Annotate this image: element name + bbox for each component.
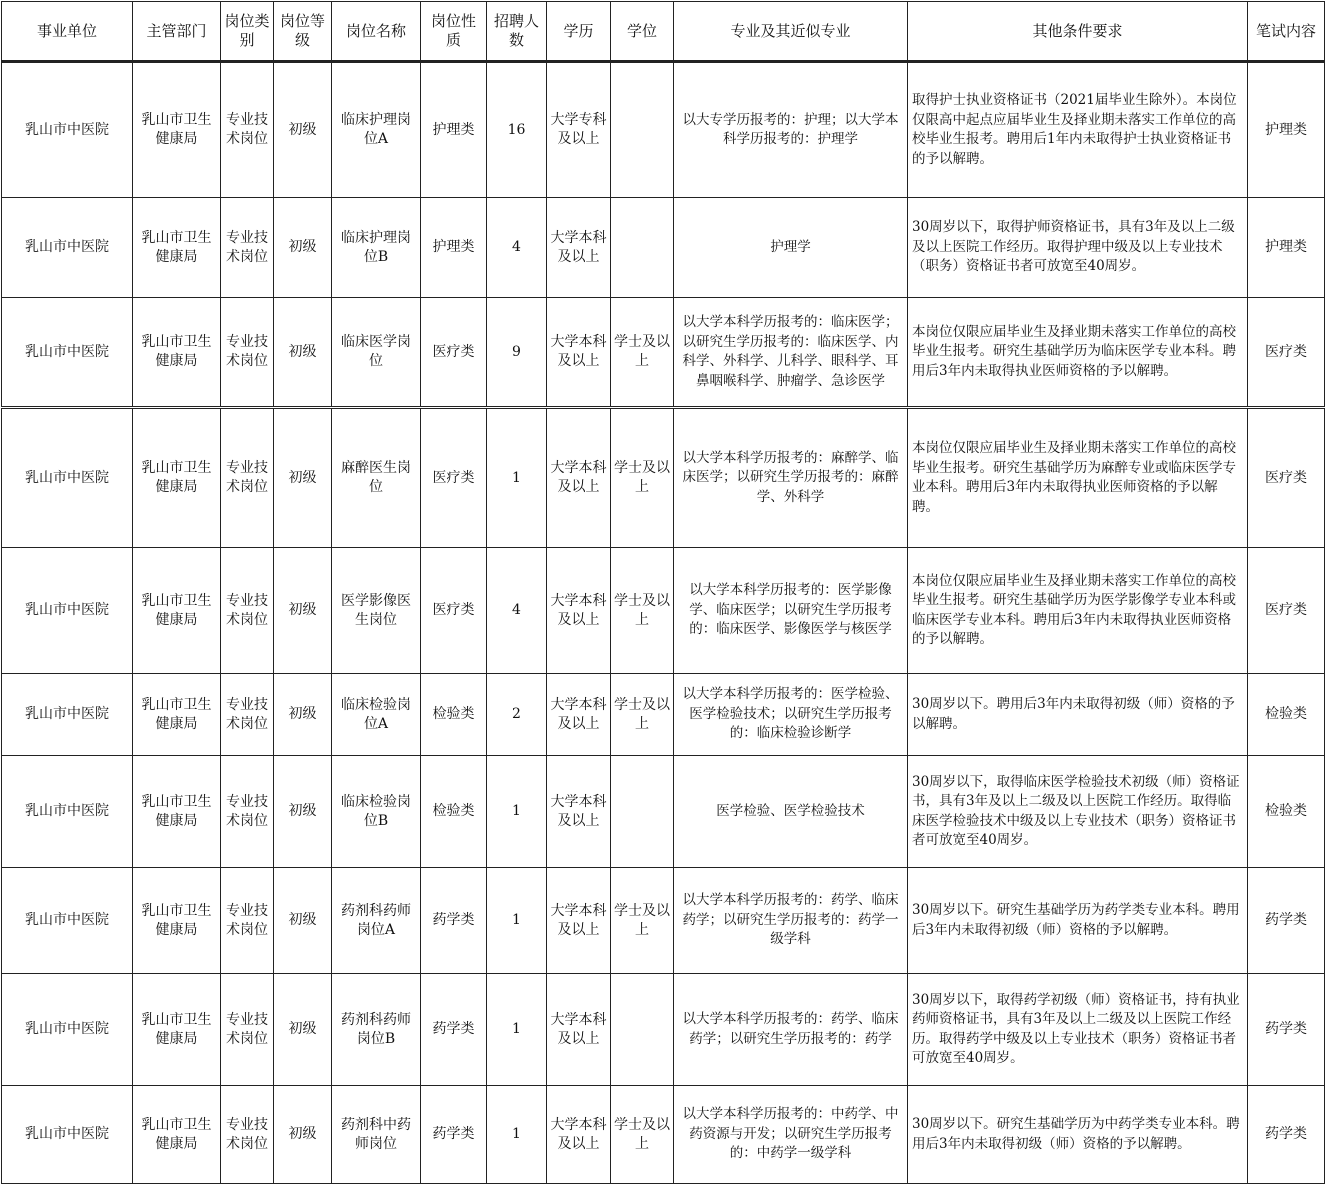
cell-count: 2 bbox=[487, 674, 547, 756]
header-dept: 主管部门 bbox=[133, 2, 221, 62]
table-row bbox=[2, 198, 1325, 298]
cell-unit: 乳山市中医院 bbox=[2, 974, 133, 1086]
header-unit: 事业单位 bbox=[2, 2, 133, 62]
cell-major: 以大学本科学历报考的：药学、临床药学；以研究生学历报考的：药学一级学科 bbox=[674, 868, 908, 974]
header-level: 岗位等级 bbox=[274, 2, 332, 62]
cell-category: 专业技术岗位 bbox=[221, 408, 274, 548]
header-nature: 岗位性质 bbox=[421, 2, 487, 62]
cell-position-name: 药剂科药师岗位A bbox=[332, 868, 421, 974]
cell-level: 初级 bbox=[274, 756, 332, 868]
cell-position-name: 临床医学岗位 bbox=[332, 298, 421, 408]
cell-major: 以大学本科学历报考的：中药学、中药资源与开发；以研究生学历报考的：中药学一级学科 bbox=[674, 1086, 908, 1184]
cell-degree: 学士及以上 bbox=[611, 1086, 674, 1184]
cell-exam: 药学类 bbox=[1248, 868, 1325, 974]
cell-count: 4 bbox=[487, 198, 547, 298]
cell-level: 初级 bbox=[274, 408, 332, 548]
cell-unit: 乳山市中医院 bbox=[2, 62, 133, 198]
cell-category: 专业技术岗位 bbox=[221, 62, 274, 198]
cell-education: 大学本科及以上 bbox=[547, 756, 611, 868]
cell-unit: 乳山市中医院 bbox=[2, 756, 133, 868]
cell-nature: 检验类 bbox=[421, 674, 487, 756]
cell-category: 专业技术岗位 bbox=[221, 868, 274, 974]
cell-nature: 护理类 bbox=[421, 62, 487, 198]
cell-education: 大学本科及以上 bbox=[547, 198, 611, 298]
cell-nature: 医疗类 bbox=[421, 548, 487, 674]
table-row bbox=[2, 548, 1325, 674]
cell-dept: 乳山市卫生健康局 bbox=[133, 408, 221, 548]
cell-conditions: 取得护士执业资格证书（2021届毕业生除外）。本岗位仅限高中起点应届毕业生及择业期未落实工作单位的高校毕业生报考。聘用后1年内未取得护士执业资格证书的予以解聘。 bbox=[908, 62, 1248, 198]
table-row bbox=[2, 674, 1325, 756]
cell-level: 初级 bbox=[274, 198, 332, 298]
table-row bbox=[2, 756, 1325, 868]
cell-education: 大学本科及以上 bbox=[547, 298, 611, 408]
cell-category: 专业技术岗位 bbox=[221, 1086, 274, 1184]
cell-exam: 医疗类 bbox=[1248, 408, 1325, 548]
cell-dept: 乳山市卫生健康局 bbox=[133, 868, 221, 974]
cell-education: 大学本科及以上 bbox=[547, 408, 611, 548]
cell-dept: 乳山市卫生健康局 bbox=[133, 198, 221, 298]
cell-dept: 乳山市卫生健康局 bbox=[133, 62, 221, 198]
table-row bbox=[2, 298, 1325, 408]
recruitment-table bbox=[1, 1, 1325, 1184]
cell-nature: 护理类 bbox=[421, 198, 487, 298]
cell-nature: 检验类 bbox=[421, 756, 487, 868]
cell-level: 初级 bbox=[274, 974, 332, 1086]
cell-exam: 药学类 bbox=[1248, 974, 1325, 1086]
table-row bbox=[2, 974, 1325, 1086]
cell-count: 9 bbox=[487, 298, 547, 408]
cell-dept: 乳山市卫生健康局 bbox=[133, 298, 221, 408]
cell-category: 专业技术岗位 bbox=[221, 298, 274, 408]
cell-category: 专业技术岗位 bbox=[221, 756, 274, 868]
cell-position-name: 临床检验岗位A bbox=[332, 674, 421, 756]
cell-level: 初级 bbox=[274, 674, 332, 756]
cell-count: 16 bbox=[487, 62, 547, 198]
cell-conditions: 30周岁以下。研究生基础学历为药学类专业本科。聘用后3年内未取得初级（师）资格的予以解聘。 bbox=[908, 868, 1248, 974]
cell-education: 大学专科及以上 bbox=[547, 62, 611, 198]
cell-exam: 药学类 bbox=[1248, 1086, 1325, 1184]
cell-dept: 乳山市卫生健康局 bbox=[133, 1086, 221, 1184]
cell-level: 初级 bbox=[274, 298, 332, 408]
cell-degree bbox=[611, 974, 674, 1086]
cell-nature: 药学类 bbox=[421, 868, 487, 974]
cell-nature: 药学类 bbox=[421, 1086, 487, 1184]
cell-education: 大学本科及以上 bbox=[547, 1086, 611, 1184]
cell-conditions: 30周岁以下，取得药学初级（师）资格证书，持有执业药师资格证书，具有3年及以上二级及以上医院工作经历。取得药学中级及以上专业技术（职务）资格证书者可放宽至40周岁。 bbox=[908, 974, 1248, 1086]
cell-nature: 医疗类 bbox=[421, 408, 487, 548]
header-count: 招聘人数 bbox=[487, 2, 547, 62]
cell-position-name: 医学影像医生岗位 bbox=[332, 548, 421, 674]
cell-degree: 学士及以上 bbox=[611, 408, 674, 548]
cell-level: 初级 bbox=[274, 548, 332, 674]
cell-degree bbox=[611, 198, 674, 298]
cell-dept: 乳山市卫生健康局 bbox=[133, 674, 221, 756]
cell-position-name: 临床检验岗位B bbox=[332, 756, 421, 868]
cell-conditions: 本岗位仅限应届毕业生及择业期未落实工作单位的高校毕业生报考。研究生基础学历为临床医学专业本科。聘用后3年内未取得执业医师资格的予以解聘。 bbox=[908, 298, 1248, 408]
header-row bbox=[2, 2, 1325, 62]
cell-unit: 乳山市中医院 bbox=[2, 674, 133, 756]
cell-unit: 乳山市中医院 bbox=[2, 408, 133, 548]
cell-unit: 乳山市中医院 bbox=[2, 1086, 133, 1184]
header-conditions: 其他条件要求 bbox=[908, 2, 1248, 62]
cell-unit: 乳山市中医院 bbox=[2, 548, 133, 674]
cell-major: 医学检验、医学检验技术 bbox=[674, 756, 908, 868]
cell-exam: 检验类 bbox=[1248, 674, 1325, 756]
cell-position-name: 临床护理岗位B bbox=[332, 198, 421, 298]
cell-conditions: 本岗位仅限应届毕业生及择业期未落实工作单位的高校毕业生报考。研究生基础学历为医学影像学专业本科或临床医学专业本科。聘用后3年内未取得执业医师资格的予以解聘。 bbox=[908, 548, 1248, 674]
cell-category: 专业技术岗位 bbox=[221, 974, 274, 1086]
cell-unit: 乳山市中医院 bbox=[2, 198, 133, 298]
cell-exam: 医疗类 bbox=[1248, 548, 1325, 674]
cell-major: 以大学本科学历报考的：医学影像学、临床医学；以研究生学历报考的：临床医学、影像医学与核医学 bbox=[674, 548, 908, 674]
cell-conditions: 本岗位仅限应届毕业生及择业期未落实工作单位的高校毕业生报考。研究生基础学历为麻醉专业或临床医学专业本科。聘用后3年内未取得执业医师资格的予以解聘。 bbox=[908, 408, 1248, 548]
cell-major: 以大学本科学历报考的：医学检验、医学检验技术；以研究生学历报考的：临床检验诊断学 bbox=[674, 674, 908, 756]
cell-degree: 学士及以上 bbox=[611, 298, 674, 408]
cell-count: 1 bbox=[487, 756, 547, 868]
header-degree: 学位 bbox=[611, 2, 674, 62]
cell-dept: 乳山市卫生健康局 bbox=[133, 974, 221, 1086]
cell-position-name: 麻醉医生岗位 bbox=[332, 408, 421, 548]
header-name: 岗位名称 bbox=[332, 2, 421, 62]
cell-education: 大学本科及以上 bbox=[547, 674, 611, 756]
cell-degree bbox=[611, 756, 674, 868]
cell-category: 专业技术岗位 bbox=[221, 674, 274, 756]
cell-conditions: 30周岁以下，取得护师资格证书，具有3年及以上二级及以上医院工作经历。取得护理中级及以上专业技术（职务）资格证书者可放宽至40周岁。 bbox=[908, 198, 1248, 298]
table-row bbox=[2, 62, 1325, 198]
cell-exam: 护理类 bbox=[1248, 198, 1325, 298]
cell-position-name: 临床护理岗位A bbox=[332, 62, 421, 198]
cell-major: 护理学 bbox=[674, 198, 908, 298]
cell-nature: 医疗类 bbox=[421, 298, 487, 408]
cell-level: 初级 bbox=[274, 1086, 332, 1184]
header-exam: 笔试内容 bbox=[1248, 2, 1325, 62]
cell-exam: 医疗类 bbox=[1248, 298, 1325, 408]
cell-count: 1 bbox=[487, 868, 547, 974]
cell-degree: 学士及以上 bbox=[611, 548, 674, 674]
cell-degree bbox=[611, 62, 674, 198]
cell-major: 以大专学历报考的：护理；以大学本科学历报考的：护理学 bbox=[674, 62, 908, 198]
cell-conditions: 30周岁以下，取得临床医学检验技术初级（师）资格证书，具有3年及以上二级及以上医院工作经历。取得临床医学检验技术中级及以上专业技术（职务）资格证书者可放宽至40周岁。 bbox=[908, 756, 1248, 868]
cell-major: 以大学本科学历报考的：药学、临床药学；以研究生学历报考的：药学 bbox=[674, 974, 908, 1086]
header-category: 岗位类别 bbox=[221, 2, 274, 62]
cell-count: 4 bbox=[487, 548, 547, 674]
cell-exam: 检验类 bbox=[1248, 756, 1325, 868]
cell-education: 大学本科及以上 bbox=[547, 868, 611, 974]
cell-position-name: 药剂科中药师岗位 bbox=[332, 1086, 421, 1184]
table-row bbox=[2, 868, 1325, 974]
cell-nature: 药学类 bbox=[421, 974, 487, 1086]
cell-category: 专业技术岗位 bbox=[221, 198, 274, 298]
cell-degree: 学士及以上 bbox=[611, 674, 674, 756]
cell-dept: 乳山市卫生健康局 bbox=[133, 756, 221, 868]
table-row bbox=[2, 408, 1325, 548]
cell-level: 初级 bbox=[274, 62, 332, 198]
header-major: 专业及其近似专业 bbox=[674, 2, 908, 62]
cell-dept: 乳山市卫生健康局 bbox=[133, 548, 221, 674]
cell-exam: 护理类 bbox=[1248, 62, 1325, 198]
cell-education: 大学本科及以上 bbox=[547, 548, 611, 674]
cell-position-name: 药剂科药师岗位B bbox=[332, 974, 421, 1086]
table-row bbox=[2, 1086, 1325, 1184]
cell-category: 专业技术岗位 bbox=[221, 548, 274, 674]
cell-conditions: 30周岁以下。研究生基础学历为中药学类专业本科。聘用后3年内未取得初级（师）资格的予以解聘。 bbox=[908, 1086, 1248, 1184]
cell-count: 1 bbox=[487, 974, 547, 1086]
cell-major: 以大学本科学历报考的：临床医学；以研究生学历报考的：临床医学、内科学、外科学、儿科学、眼科学、耳鼻咽喉科学、肿瘤学、急诊医学 bbox=[674, 298, 908, 408]
header-education: 学历 bbox=[547, 2, 611, 62]
cell-education: 大学本科及以上 bbox=[547, 974, 611, 1086]
cell-unit: 乳山市中医院 bbox=[2, 868, 133, 974]
cell-count: 1 bbox=[487, 1086, 547, 1184]
cell-unit: 乳山市中医院 bbox=[2, 298, 133, 408]
cell-conditions: 30周岁以下。聘用后3年内未取得初级（师）资格的予以解聘。 bbox=[908, 674, 1248, 756]
cell-count: 1 bbox=[487, 408, 547, 548]
cell-level: 初级 bbox=[274, 868, 332, 974]
cell-major: 以大学本科学历报考的：麻醉学、临床医学；以研究生学历报考的：麻醉学、外科学 bbox=[674, 408, 908, 548]
cell-degree: 学士及以上 bbox=[611, 868, 674, 974]
